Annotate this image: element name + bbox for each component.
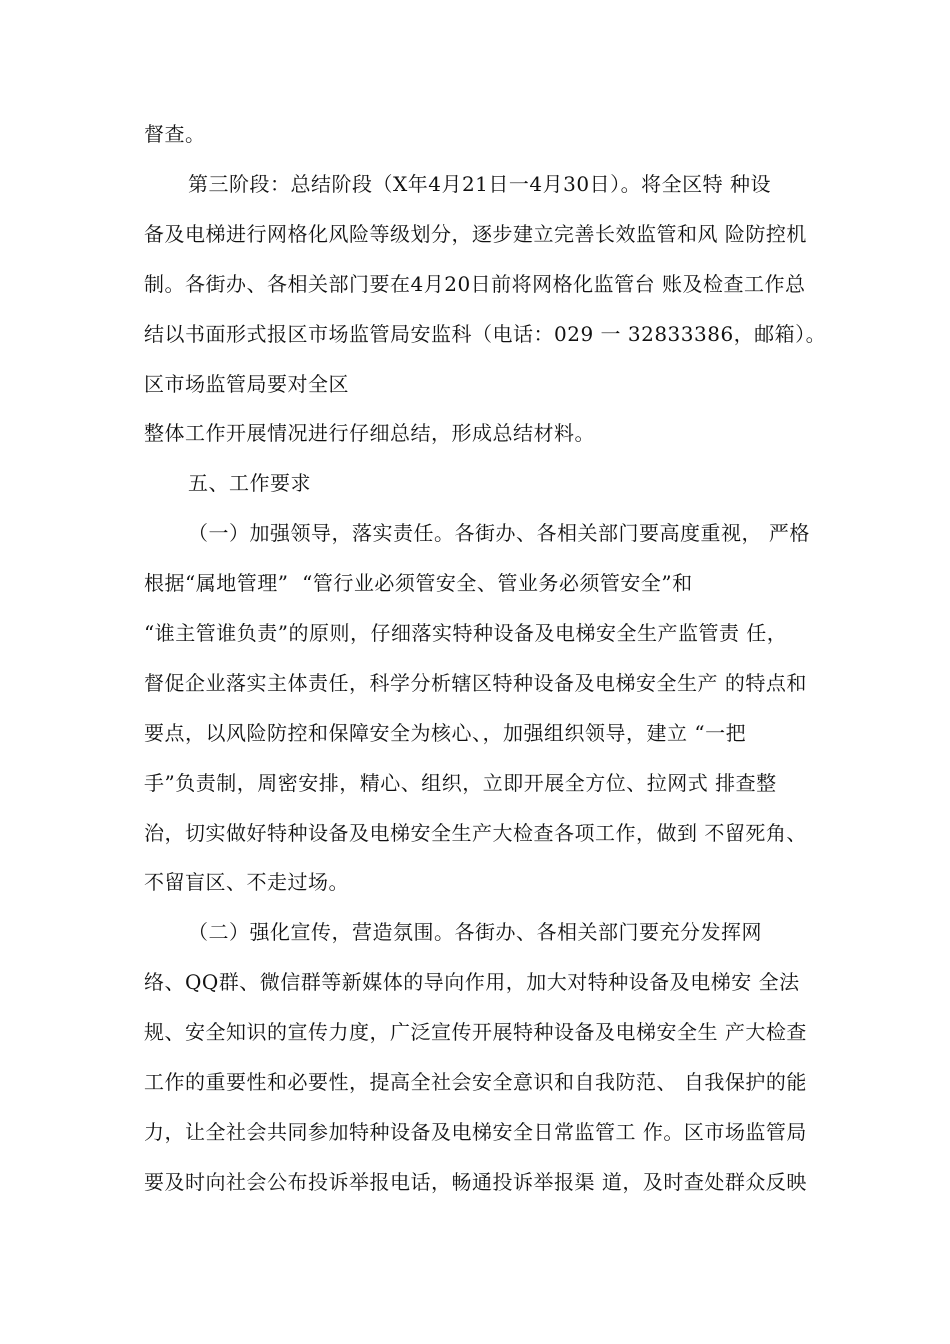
- text-line: 督促企业落实主体责任，科学分析辖区特种设备及电梯安全生产 的特点和: [144, 671, 807, 695]
- text-line: 结以书面形式报区市场监管局安监科（电话：029 一 32833386，邮箱）。: [144, 322, 827, 346]
- text-line: 要及时向社会公布投诉举报电话，畅通投诉举报渠 道，及时查处群众反映: [144, 1170, 807, 1194]
- text-line: 整体工作开展情况进行仔细总结，形成总结材料。: [144, 421, 595, 445]
- text-line: 工作的重要性和必要性，提高全社会安全意识和自我防范、 自我保护的能: [144, 1070, 807, 1094]
- text-line: 第三阶段：总结阶段（X年4月21日一4月30日）。将全区特 种设: [188, 172, 771, 196]
- text-line: 区市场监管局要对全区: [144, 372, 349, 396]
- text-line: 不留盲区、不走过场。: [144, 870, 349, 894]
- section-heading: 五、工作要求: [188, 471, 311, 495]
- text-line: 督查。: [144, 122, 206, 146]
- text-line: 备及电梯进行网格化风险等级划分，逐步建立完善长效监管和风 险防控机: [144, 222, 807, 246]
- text-line: 制。各街办、各相关部门要在4月20日前将网格化监管台 账及检查工作总: [144, 272, 806, 296]
- text-line: 力，让全社会共同参加特种设备及电梯安全日常监管工 作。区市场监管局: [144, 1120, 807, 1144]
- text-line: 根据“属地管理” “管行业必须管安全、管业务必须管安全”和: [144, 571, 693, 595]
- text-line: （一）加强领导，落实责任。各街办、各相关部门要高度重视， 严格: [188, 521, 810, 545]
- text-line: 规、安全知识的宣传力度，广泛宣传开展特种设备及电梯安全生 产大检查: [144, 1020, 807, 1044]
- text-line: 治，切实做好特种设备及电梯安全生产大检查各项工作，做到 不留死角、: [144, 821, 807, 845]
- text-line: 手”负责制，周密安排，精心、组织，立即开展全方位、拉网式 排查整: [144, 771, 777, 795]
- text-line: 要点，以风险防控和保障安全为核心、，加强组织领导，建立 “一把: [144, 721, 747, 745]
- text-line: （二）强化宣传，营造氛围。各街办、各相关部门要充分发挥网: [188, 920, 762, 944]
- text-line: “谁主管谁负责”的原则，仔细落实特种设备及电梯安全生产监管责 任，: [144, 621, 788, 645]
- text-line: 络、QQ群、微信群等新媒体的导向作用，加大对特种设备及电梯安 全法: [144, 970, 800, 994]
